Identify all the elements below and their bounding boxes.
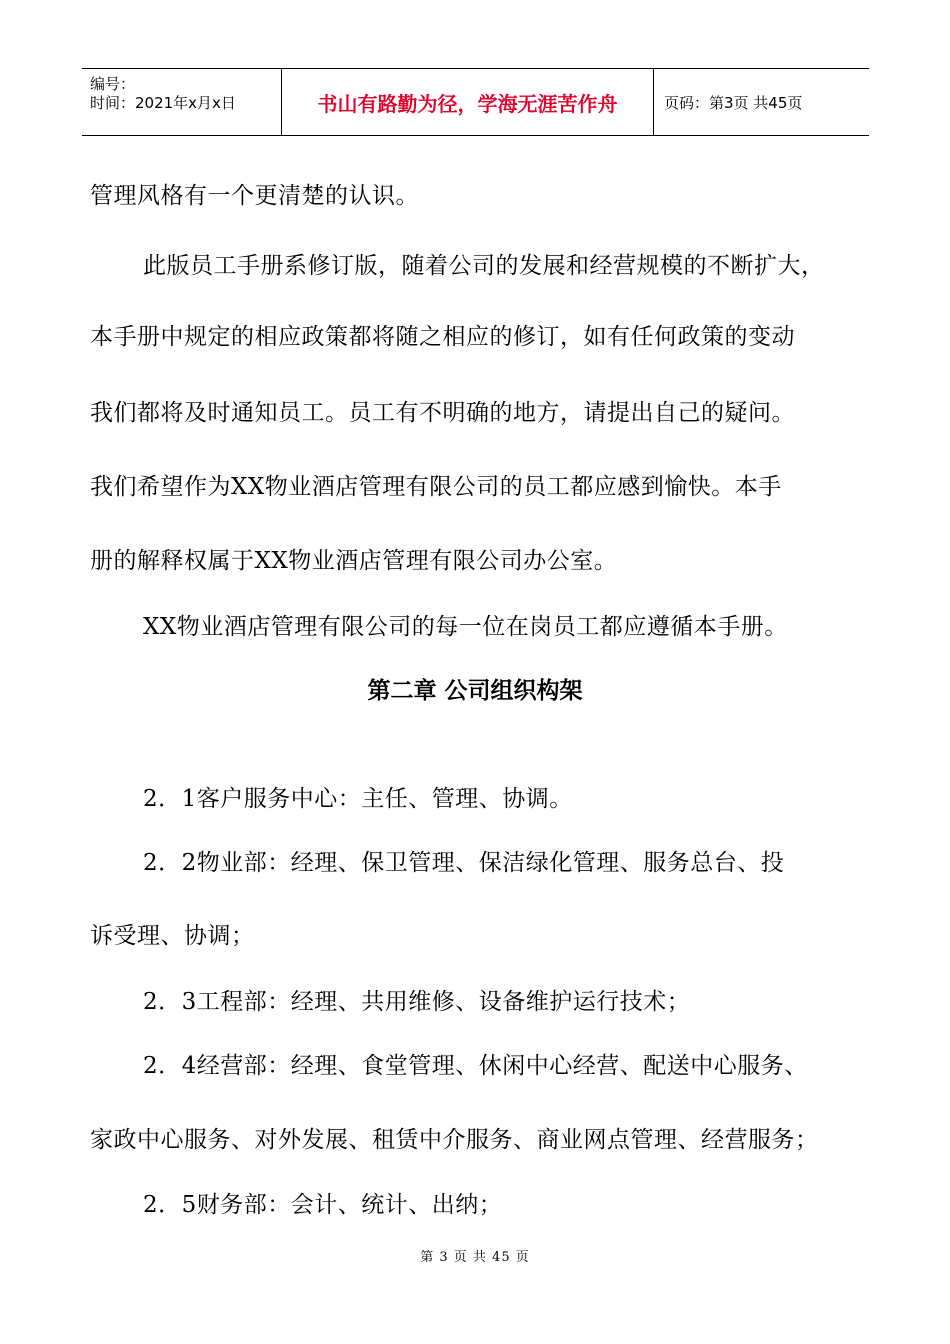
paragraph-line: 我们都将及时通知员工。员工有不明确的地方，请提出自己的疑问。 (90, 400, 795, 426)
chapter-title: 第二章 公司组织构架 (367, 678, 583, 704)
header-page-info: 页码：第3页 共45页 (664, 93, 803, 112)
list-item: 2．2物业部：经理、保卫管理、保洁绿化管理、服务总台、投 (143, 850, 785, 876)
header-date: 时间：2021年x月x日 (90, 94, 236, 112)
list-item: 2．3工程部：经理、共用维修、设备维护运行技术； (143, 989, 691, 1015)
paragraph-line: 册的解释权属于XX物业酒店管理有限公司办公室。 (90, 548, 618, 574)
header-number-label: 编号： (90, 75, 136, 93)
header-motto: 书山有路勤为径，学海无涯苦作舟 (282, 69, 654, 135)
list-item: 2．4经营部：经理、食堂管理、休闲中心经营、配送中心服务、 (143, 1053, 808, 1079)
paragraph-line: 本手册中规定的相应政策都将随之相应的修订，如有任何政策的变动 (90, 324, 795, 350)
list-item: 2．1客户服务中心：主任、管理、协调。 (143, 786, 573, 812)
page-header (82, 68, 869, 136)
header-meta (82, 69, 282, 135)
list-item: 诉受理、协调； (90, 923, 255, 949)
list-item: 家政中心服务、对外发展、租赁中介服务、商业网点管理、经营服务； (90, 1127, 819, 1153)
paragraph-line: 此版员工手册系修订版，随着公司的发展和经营规模的不断扩大， (143, 253, 825, 279)
paragraph-line: 我们希望作为XX物业酒店管理有限公司的员工都应感到愉快。本手 (90, 474, 782, 500)
list-item: 2．5财务部：会计、统计、出纳； (143, 1192, 503, 1218)
paragraph-line: 管理风格有一个更清楚的认识。 (90, 183, 419, 209)
paragraph-line: XX物业酒店管理有限公司的每一位在岗员工都应遵循本手册。 (143, 614, 788, 640)
page-footer: 第 3 页 共 45 页 (420, 1250, 530, 1265)
